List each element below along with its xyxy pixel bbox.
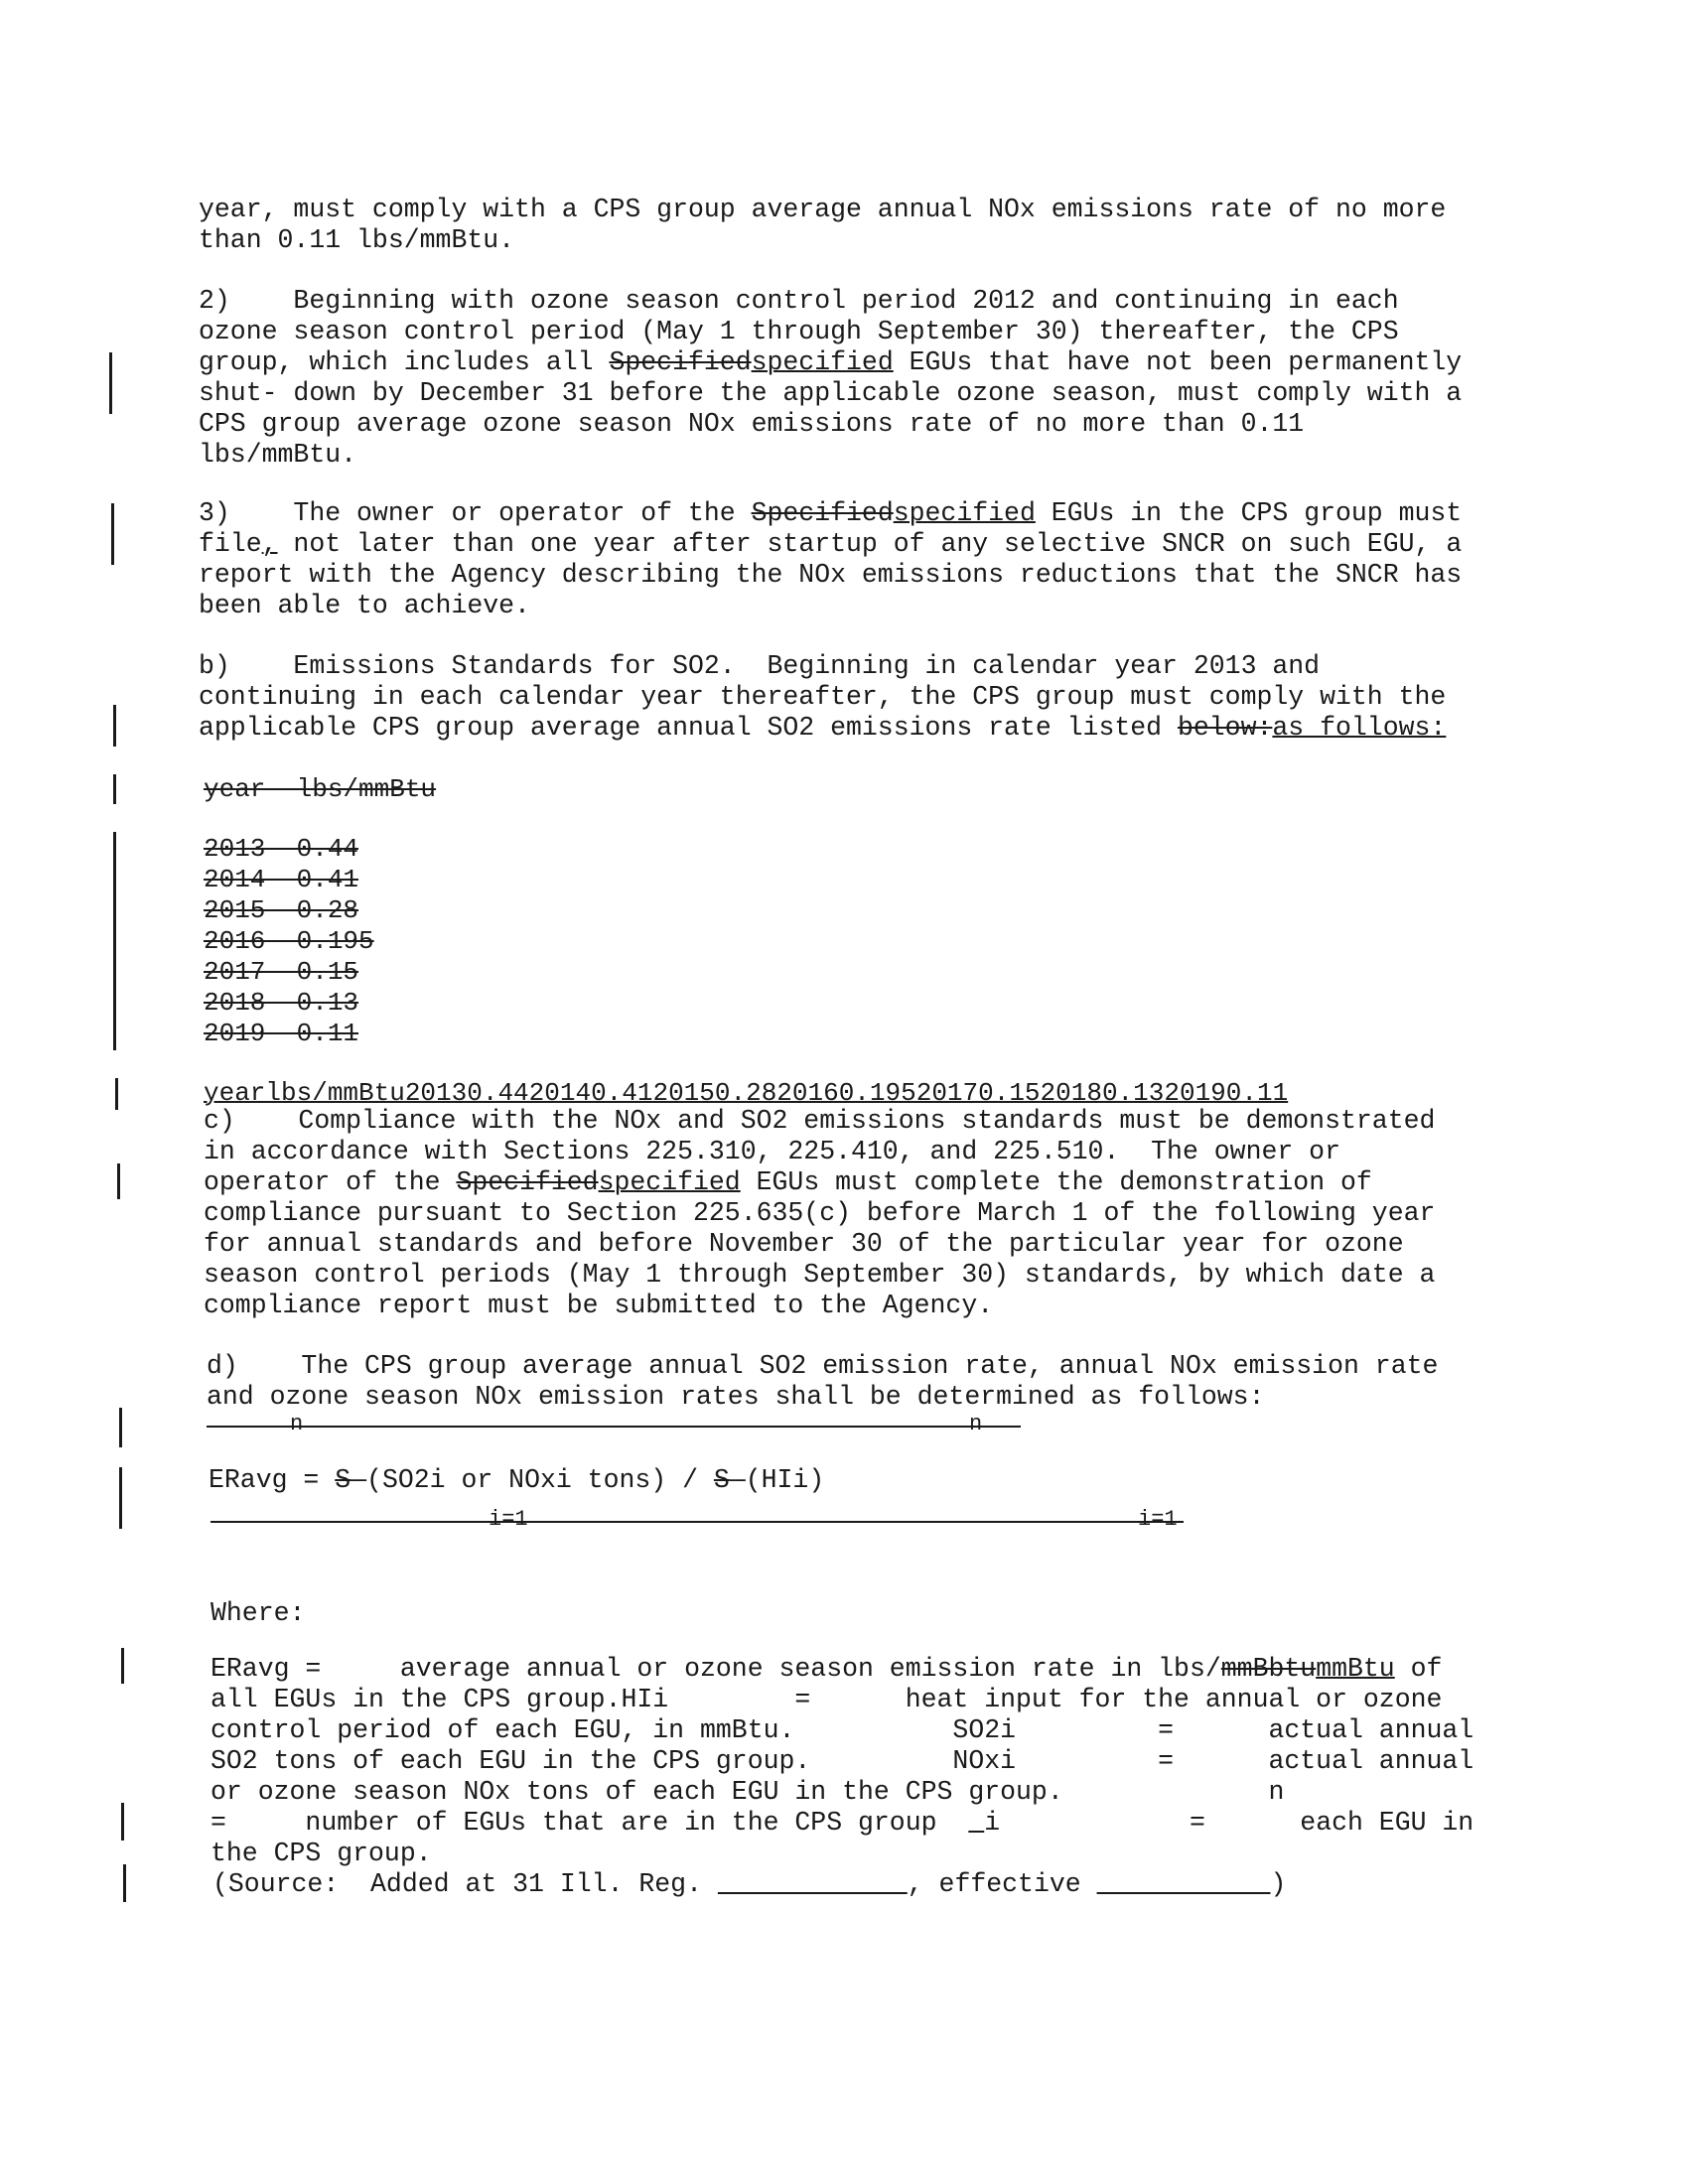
change-bar xyxy=(119,1408,122,1447)
deleted-text: 2014 0.41 xyxy=(204,865,359,894)
definition-line: the CPS group. xyxy=(210,1839,432,1868)
change-bar xyxy=(121,1648,124,1684)
deleted-text: Specified xyxy=(456,1167,599,1197)
deleted-text: 2015 0.28 xyxy=(204,895,359,925)
paragraph-line: d) The CPS group average annual SO2 emission rate, annual NOx emission rate xyxy=(207,1351,1439,1381)
change-bar xyxy=(113,774,116,804)
change-bar xyxy=(113,832,116,1050)
paragraph-line: and ozone season NOx emission rates shall be determined as follows: xyxy=(207,1382,1265,1412)
text: file xyxy=(199,529,262,559)
deleted-text: 2016 0.195 xyxy=(204,926,374,956)
inserted-text: specified xyxy=(598,1167,741,1197)
text: ERavg = xyxy=(209,1465,336,1495)
definition-line xyxy=(210,1808,1474,1839)
inserted-text: as follows: xyxy=(1272,713,1447,743)
paragraph-line: b) Emissions Standards for SO2. Beginning in calendar year 2013 and xyxy=(199,651,1321,681)
paragraph-line: lbs/mmBtu. xyxy=(199,440,357,470)
deleted-text: Specified xyxy=(751,498,894,528)
text: — xyxy=(351,1465,367,1495)
formula-rule xyxy=(207,1426,1021,1428)
definition-line: control period of each EGU, in mmBtu. SO2i = actual annual xyxy=(210,1715,1474,1745)
text: of xyxy=(1394,1654,1443,1684)
deleted-table-row xyxy=(204,865,358,895)
text: applicable CPS group average annual SO2 emissions rate listed xyxy=(199,713,1178,743)
paragraph-line xyxy=(199,347,1462,378)
sigma-symbol: S xyxy=(335,1465,351,1495)
paragraph-line xyxy=(199,498,1462,529)
paragraph-line: season control periods (May 1 through September 30) standards, by which date a xyxy=(204,1260,1436,1290)
text: not later than one year after startup of any selective SNCR on such EGU, a xyxy=(277,529,1463,559)
paragraph-line: year, must comply with a CPS group average annual NOx emissions rate of no more xyxy=(199,195,1447,224)
paragraph-line: report with the Agency describing the NOx emissions reductions that the SNCR has xyxy=(199,560,1463,590)
change-bar xyxy=(109,352,112,414)
deleted-text: year lbs/mmBtu xyxy=(204,774,437,804)
inserted-text xyxy=(968,1808,984,1838)
deleted-text: Specified xyxy=(609,347,752,377)
change-bar xyxy=(113,705,116,747)
text: (HIi) xyxy=(745,1465,825,1495)
inserted-text: specified xyxy=(893,498,1036,528)
text: 3) The owner or operator of the xyxy=(199,498,752,528)
formula-line xyxy=(209,1465,824,1496)
inserted-table-text xyxy=(204,1078,1288,1109)
definition-line: SO2 tons of each EGU in the CPS group. NOxi = actual annual xyxy=(210,1746,1474,1776)
paragraph-line: compliance report must be submitted to the Agency. xyxy=(204,1291,994,1320)
inserted-text: , xyxy=(261,529,278,559)
text: operator of the xyxy=(204,1167,457,1197)
deleted-table-row xyxy=(204,834,358,865)
deleted-text: 2017 0.15 xyxy=(204,957,359,987)
deleted-text: 2019 0.11 xyxy=(204,1019,359,1048)
text: = number of EGUs that are in the CPS group xyxy=(210,1808,969,1838)
deleted-table-row xyxy=(204,988,358,1019)
paragraph-line: continuing in each calendar year thereafter, the CPS group must comply with the xyxy=(199,682,1447,712)
formula-subscript: i=1 xyxy=(489,1507,528,1532)
change-bar xyxy=(115,1078,118,1110)
formula-superscript: n xyxy=(290,1412,304,1436)
text: group, which includes all xyxy=(199,347,610,377)
paragraph-line: compliance pursuant to Section 225.635(c) before March 1 of the following year xyxy=(204,1198,1436,1228)
blank-field xyxy=(1097,1869,1271,1899)
paragraph-line xyxy=(204,1167,1372,1198)
paragraph-line: shut- down by December 31 before the applicable ozone season, must comply with a xyxy=(199,378,1463,408)
text: EGUs must complete the demonstration of xyxy=(740,1167,1372,1197)
paragraph-line: in accordance with Sections 225.310, 225.410, and 225.510. The owner or xyxy=(204,1137,1340,1166)
definition-line xyxy=(210,1654,1442,1685)
inserted-text: yearlbs/mmBtu20130.4420140.4120150.2820160.19520170.1520180.1320190.11 xyxy=(204,1078,1289,1108)
text: (SO2i or NOxi tons) / xyxy=(366,1465,714,1495)
text: i = each EGU in xyxy=(984,1808,1474,1838)
paragraph-line: been able to achieve. xyxy=(199,591,530,620)
paragraph-line xyxy=(199,713,1446,744)
change-bar xyxy=(119,1467,122,1529)
deleted-text: mmBbtu xyxy=(1220,1654,1317,1684)
text: EGUs that have not been permanently xyxy=(893,347,1463,377)
source-note xyxy=(212,1869,1286,1900)
inserted-text: mmBtu xyxy=(1316,1654,1395,1684)
deleted-table-header xyxy=(204,774,436,805)
text: ) xyxy=(1270,1869,1287,1899)
formula-rule xyxy=(210,1521,1184,1523)
paragraph-line: than 0.11 lbs/mmBtu. xyxy=(199,225,515,255)
paragraph-line xyxy=(199,529,1462,560)
deleted-table-row xyxy=(204,895,358,926)
deleted-table-row xyxy=(204,926,374,957)
change-bar xyxy=(121,1803,124,1841)
text: (Source: Added at 31 Ill. Reg. xyxy=(212,1869,718,1899)
text: ERavg = average annual or ozone season emission rate in lbs/ xyxy=(210,1654,1221,1684)
change-bar xyxy=(117,1163,120,1199)
paragraph-line: 2) Beginning with ozone season control period 2012 and continuing in each xyxy=(199,286,1399,316)
formula-superscript: n xyxy=(969,1412,983,1436)
deleted-text: 2013 0.44 xyxy=(204,834,359,864)
definition-line: all EGUs in the CPS group.HIi = heat input for the annual or ozone xyxy=(210,1685,1443,1714)
paragraph-line: c) Compliance with the NOx and SO2 emissions standards must be demonstrated xyxy=(204,1106,1436,1136)
deleted-table-row xyxy=(204,957,358,988)
text: — xyxy=(729,1465,746,1495)
deleted-table-row xyxy=(204,1019,358,1049)
definition-line: or ozone season NOx tons of each EGU in the CPS group. n xyxy=(210,1777,1285,1807)
paragraph-line: CPS group average ozone season NOx emissions rate of no more than 0.11 xyxy=(199,409,1305,439)
sigma-symbol: S xyxy=(713,1465,730,1495)
formula-subscript: i=1 xyxy=(1138,1507,1178,1532)
paragraph-line: ozone season control period (May 1 through September 30) thereafter, the CPS xyxy=(199,317,1399,346)
change-bar xyxy=(123,1864,126,1902)
blank-field xyxy=(718,1869,908,1899)
inserted-text: specified xyxy=(751,347,894,377)
deleted-text: below: xyxy=(1177,713,1273,743)
where-label: Where: xyxy=(210,1598,306,1628)
text: EGUs in the CPS group must xyxy=(1035,498,1463,528)
paragraph-line: for annual standards and before November 30 of the particular year for ozone xyxy=(204,1229,1404,1259)
text: , effective xyxy=(907,1869,1097,1899)
change-bar xyxy=(111,503,114,565)
deleted-text: 2018 0.13 xyxy=(204,988,359,1018)
